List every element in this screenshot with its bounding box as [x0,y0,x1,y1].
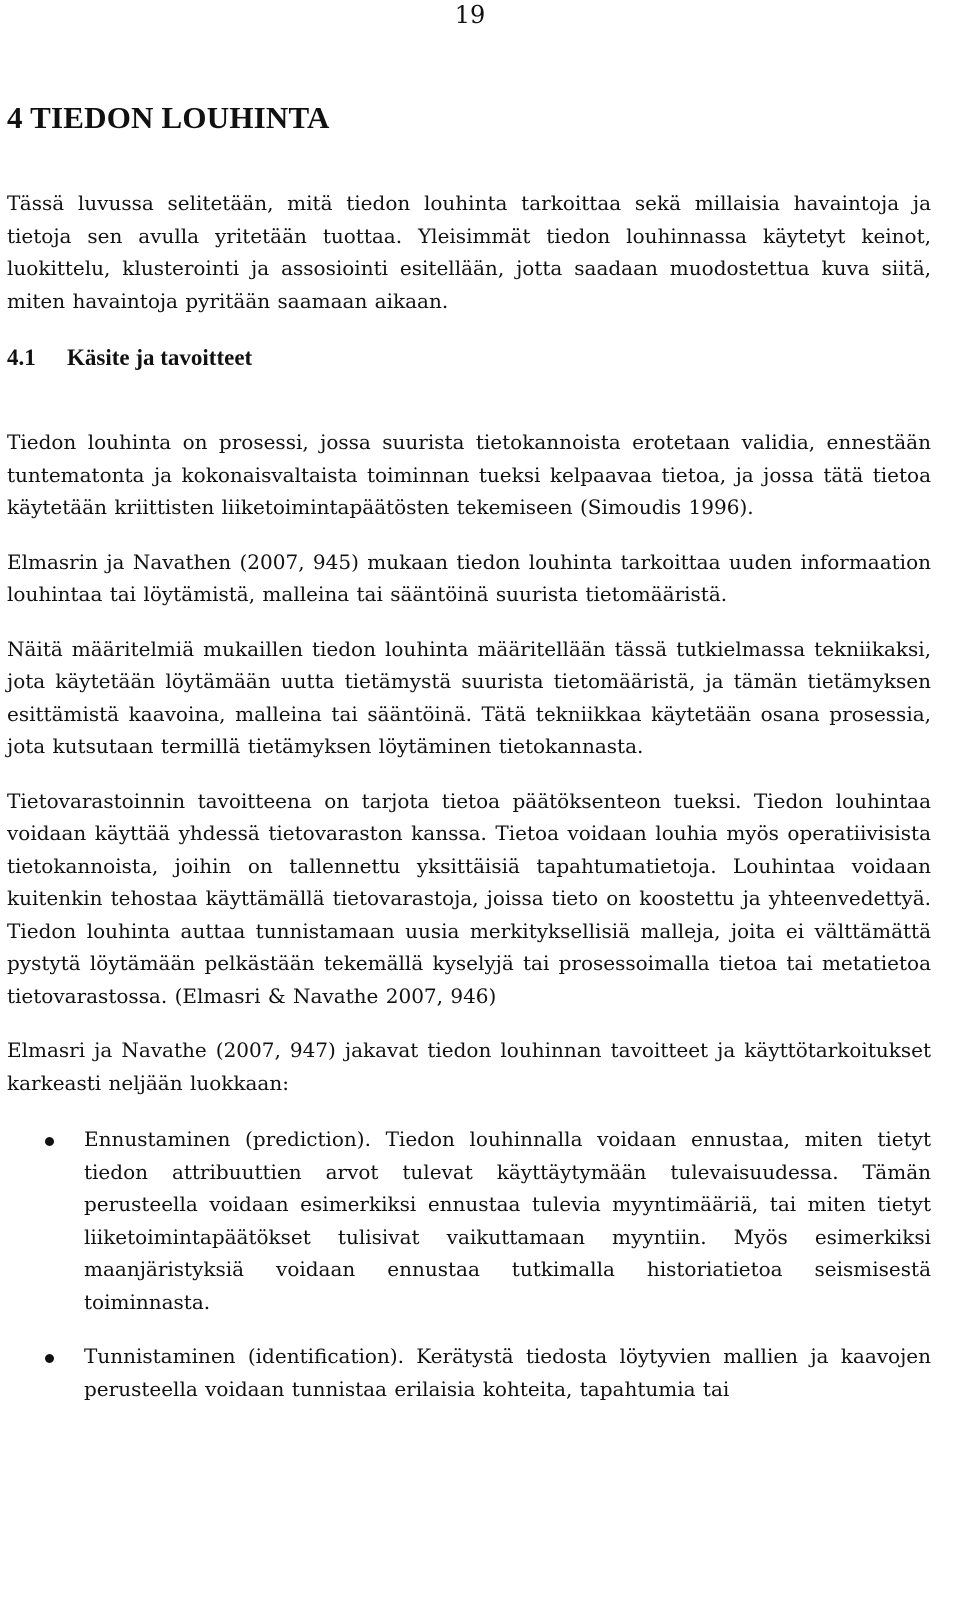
section-title: Käsite ja tavoitteet [67,345,253,370]
goal-identification: Tunnistaminen (identification). Kerätystä tiedosta löytyvien mallien ja kaavojen perusteella voidaan tunnistaa erilaisia kohteita, tapahtumia tai [84,1344,931,1401]
section-number: 4.1 [7,345,36,370]
document-body [7,98,931,1427]
goal-prediction: Ennustaminen (prediction). Tiedon louhinnalla voidaan ennustaa, miten tietyt tiedon attribuuttien arvot tulevat käyttäytymään tulevaisuudessa. Tämän perusteella voidaan esimerkiksi ennustaa tulevia myyntimääriä, tai miten tietyt liiketoimintapäätökset tulisivat vaikuttamaan myyntiin. Myös esimerkiksi maanjäristyksiä voidaan ennustaa tutkimalla historiatietoa seismisestä toiminnasta. [84,1127,931,1314]
list-item [7,1123,931,1318]
list-item [7,1340,931,1405]
paragraph-elmasri-definition: Elmasrin ja Navathen (2007, 945) mukaan tiedon louhinta tarkoittaa uuden informaation louhintaa tai löytämistä, malleina tai sääntöinä suurista tietomääristä. [7,549,931,606]
bullet-icon [45,1137,54,1146]
goals-list [7,1123,931,1405]
paragraph-thesis-definition: Näitä määritelmiä mukaillen tiedon louhinta määritellään tässä tutkielmassa tekniikaksi, jota käytetään löytämään uutta tietämystä suurista tietomääristä, ja tämän tietämyksen esittämistä kaavoina, malleina tai sääntöinä. Tätä tekniikkaa käytetään osana prosessia, jota kutsutaan termillä tietämyksen löytäminen tietokannasta. [7,636,931,758]
paragraph-goals-intro: Elmasri ja Navathe (2007, 947) jakavat tiedon louhinnan tavoitteet ja käyttötarkoitukset karkeasti neljään luokkaan: [7,1038,931,1095]
chapter-intro-paragraph: Tässä luvussa selitetään, mitä tiedon louhinta tarkoittaa sekä millaisia havaintoja ja tietoja sen avulla yritetään tuottaa. Yleisimmät tiedon louhinnassa käytetyt keinot, luokittelu, klusterointi ja assosiointi esitellään, jotta saadaan muodostettua kuva siitä, miten havaintoja pyritään saamaan aikaan. [7,191,931,313]
section-heading [7,343,931,373]
paragraph-data-warehousing: Tietovarastoinnin tavoitteena on tarjota tietoa päätöksenteon tueksi. Tiedon louhintaa voidaan käyttää yhdessä tietovaraston kanssa. Tietoa voidaan louhia myös operatiivisista tietokannoista, joihin on tallennettu yksittäisiä tapahtumatietoja. Louhintaa voidaan kuitenkin tehostaa käyttämällä tietovarastoja, joissa tieto on koostettu ja yhteenvedettyä. Tiedon louhinta auttaa tunnistamaan uusia merkityksellisiä malleja, joita ei välttämättä pystytä löytämään pelkästään tekemällä kyselyjä tai prosessoimalla tietoa tai metatietoa tietovarastossa. (Elmasri & Navathe 2007, 946) [7,788,931,1008]
chapter-title: 4 TIEDON LOUHINTA [7,100,330,135]
paragraph-definition: Tiedon louhinta on prosessi, jossa suurista tietokannoista erotetaan validia, ennestään tuntematonta ja kokonaisvaltaista toiminnan tueksi kelpaavaa tietoa, ja jossa tätä tietoa käytetään kriittisten liiketoimintapäätösten tekemiseen (Simoudis 1996). [7,430,931,519]
page-number: 19 [454,1,486,29]
bullet-icon [45,1354,54,1363]
